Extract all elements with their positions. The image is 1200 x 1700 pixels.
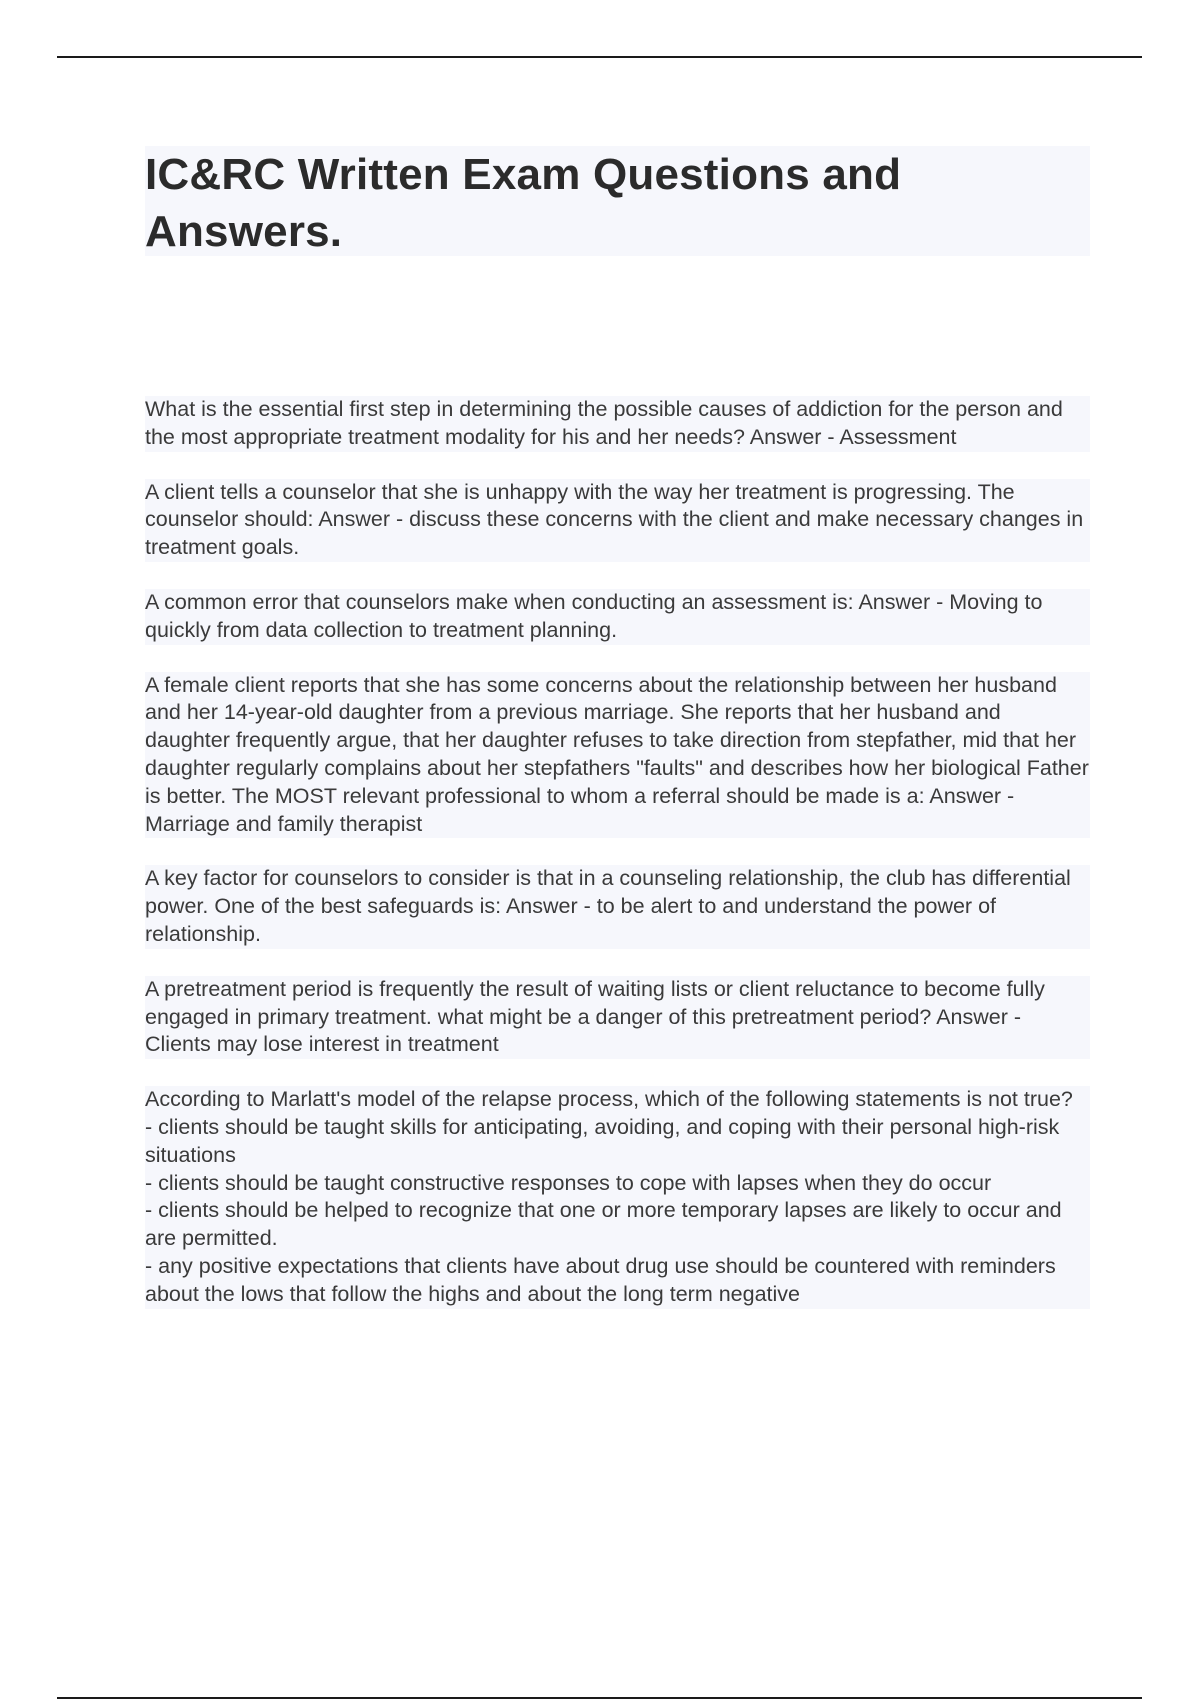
- page-title: IC&RC Written Exam Questions and Answers.: [145, 150, 902, 256]
- answer-text: Marriage and family therapist: [145, 811, 423, 836]
- qa-item: [145, 976, 1090, 1059]
- qa-item: [145, 865, 1090, 948]
- title-block: [145, 146, 1090, 256]
- question-text: A client tells a counselor that she is unhappy with the way her treatment is progressing. The counselor should:: [145, 479, 1015, 532]
- option-text: - clients should be taught skills for anticipating, avoiding, and coping with their personal high-risk situations: [145, 1114, 1060, 1167]
- option-text: - clients should be taught constructive responses to cope with lapses when they do occur: [145, 1170, 992, 1195]
- header-rule: [57, 56, 1142, 58]
- qa-item: [145, 396, 1090, 452]
- qa-item: [145, 479, 1090, 562]
- answer-label: Answer -: [936, 1004, 1022, 1029]
- answer-label: Answer -: [318, 507, 404, 532]
- answer-text: Moving to quickly from data collection to treatment planning.: [145, 589, 1043, 642]
- answer-text: Clients may lose interest in treatment: [145, 1032, 499, 1057]
- answer-text: Assessment: [839, 424, 957, 449]
- qa-item: [145, 672, 1090, 839]
- answer-label: Answer -: [929, 783, 1015, 808]
- option-text: - any positive expectations that clients have about drug use should be countered with reminders about the lows that follow the highs and about the long term negative: [145, 1253, 1056, 1306]
- qa-content: [145, 396, 1090, 1309]
- qa-item: [145, 589, 1090, 645]
- question-text: What is the essential first step in determining the possible causes of addiction for the person and the most appropriate treatment modality for his and her needs?: [145, 397, 1063, 449]
- question-text: A common error that counselors make when conducting an assessment is:: [145, 589, 854, 614]
- footer-rule: [57, 1697, 1142, 1699]
- question-text: A pretreatment period is frequently the result of waiting lists or client reluctance to become fully engaged in primary treatment. what might be a danger of this pretreatment period?: [145, 976, 1045, 1029]
- answer-text: discuss these concerns with the client and make necessary changes in treatment goals.: [145, 507, 1084, 560]
- qa-item-multiple-choice: [145, 1086, 1090, 1308]
- question-text: According to Marlatt's model of the relapse process, which of the following statements is not true?: [145, 1087, 1073, 1112]
- answer-label: Answer -: [505, 894, 591, 919]
- answer-label: Answer -: [749, 424, 835, 449]
- question-text: A female client reports that she has some concerns about the relationship between her husband and her 14-year-old daughter from a previous marriage. She reports that her husband and daughter frequently argue, that her daughter refuses to take direction from stepfather, mid that her daughter regularly complains about her stepfathers "faults" and describes how her biological Father is better. The MOST relevant professional to whom a referral should be made is a:: [145, 672, 1089, 808]
- option-text: - clients should be helped to recognize that one or more temporary lapses are likely to occur and are permitted.: [145, 1198, 1062, 1251]
- answer-label: Answer -: [858, 589, 944, 614]
- answer-text: to be alert to and understand the power of relationship.: [145, 894, 997, 946]
- question-text: A key factor for counselors to consider is that in a counseling relationship, the club has differential power. One of the best safeguards is:: [145, 866, 1071, 919]
